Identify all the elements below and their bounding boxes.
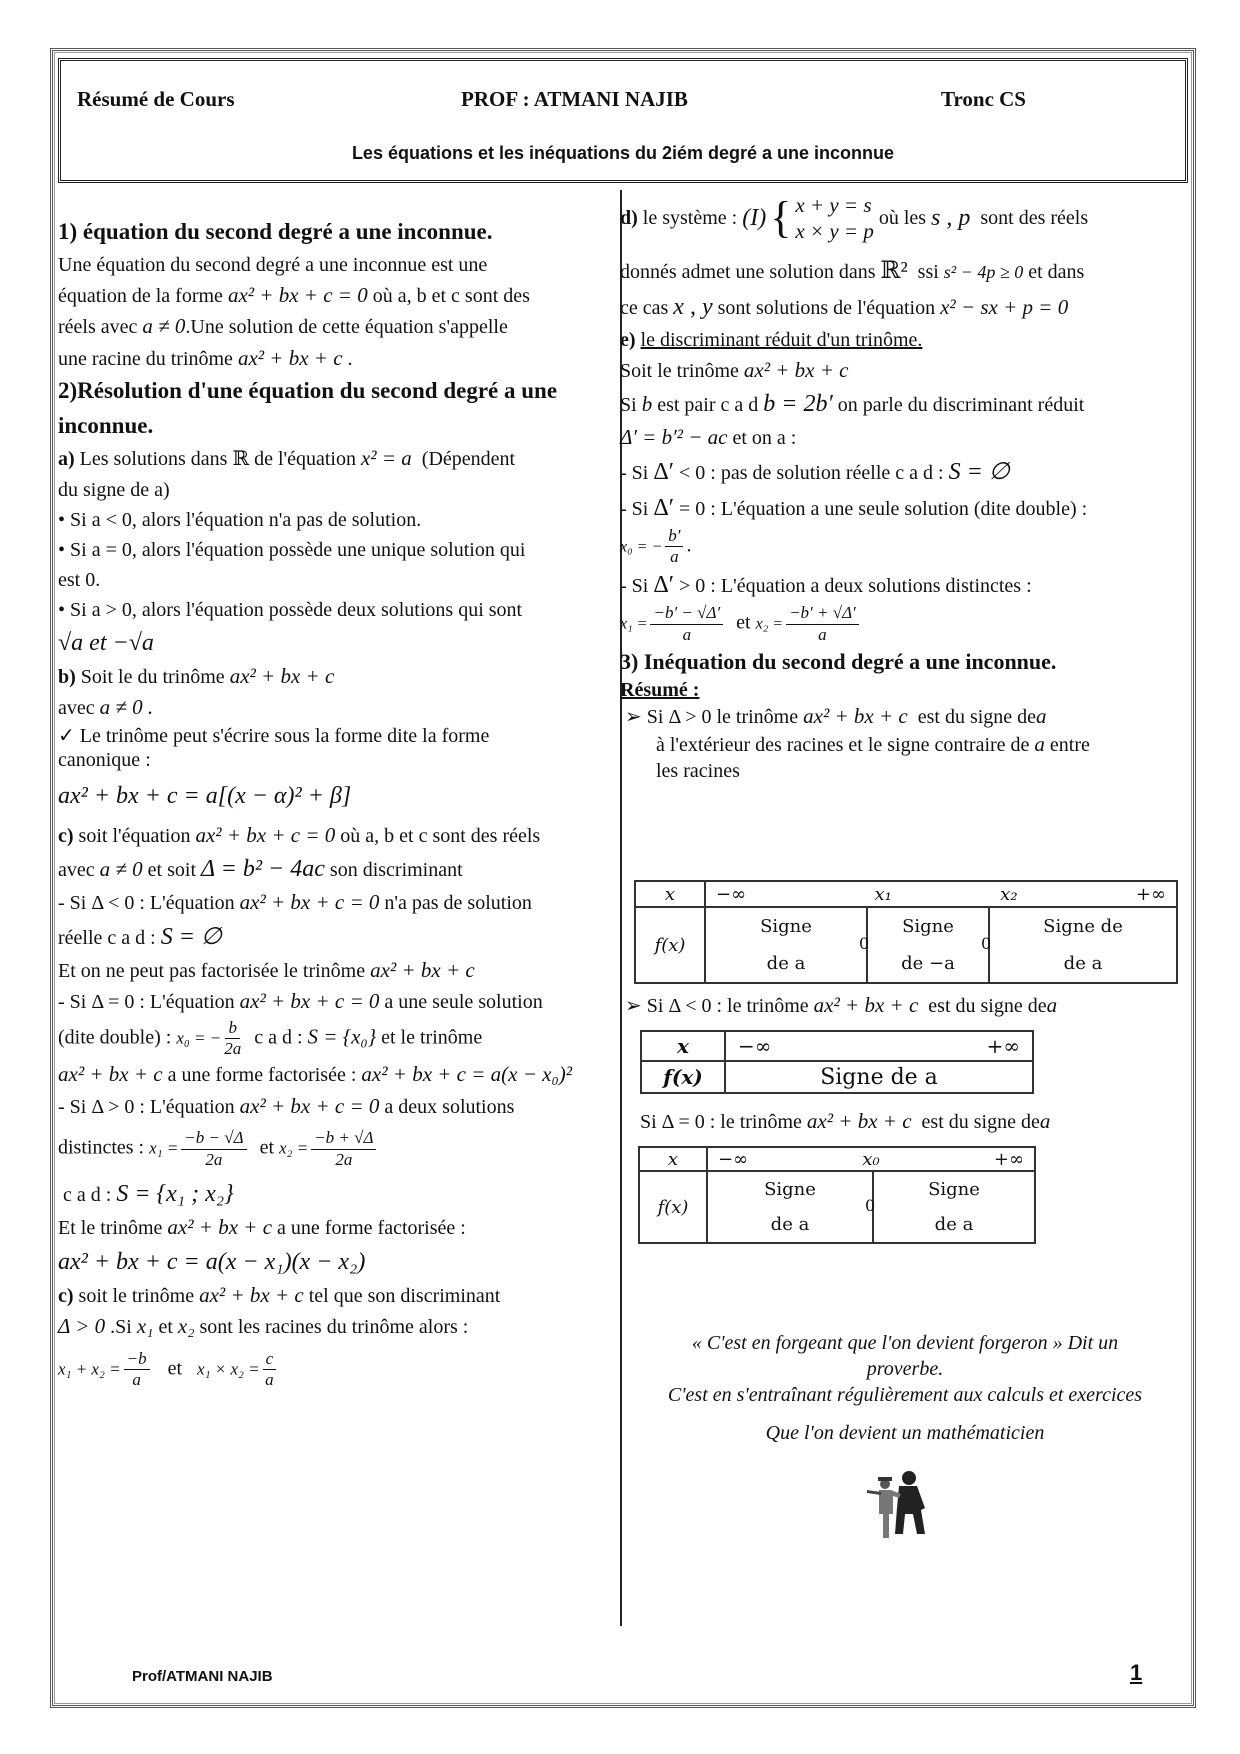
formula: Δ′	[653, 458, 675, 485]
table-header-values	[707, 1147, 1035, 1171]
text-line	[58, 1091, 614, 1123]
formula-line	[58, 778, 614, 814]
formula: (I)	[742, 205, 767, 232]
formula: Δ′	[653, 494, 675, 521]
table-header-x: x	[639, 1147, 707, 1171]
header-prof: PROF : ATMANI NAJIB	[461, 87, 688, 111]
text: et	[736, 611, 751, 634]
label: c)	[58, 1284, 74, 1307]
text: - Si Δ < 0 : L'équation	[58, 892, 235, 914]
text-line	[58, 1128, 614, 1170]
text: et on a :	[732, 427, 797, 449]
formula: x₁ + x₂ =	[58, 1359, 121, 1379]
formula: ax² + bx + c = 0	[227, 282, 368, 307]
fraction	[124, 1349, 150, 1391]
formula: b	[641, 392, 653, 416]
formula: ax² + bx + c	[167, 1215, 273, 1240]
text-line	[620, 490, 1190, 526]
text: Si a < 0, alors l'équation n'a pas de solution.	[70, 508, 422, 531]
text: équation de la forme	[58, 284, 223, 307]
check-line: ✓ Le trinôme peut s'écrire sous la forme dite la forme	[58, 724, 490, 747]
label: b)	[58, 665, 76, 688]
text: sont les racines du trinôme alors :	[199, 1316, 469, 1339]
text: où a, b et c sont des	[372, 284, 530, 307]
text: réelle c a d :	[58, 926, 156, 949]
denominator: a	[682, 624, 692, 644]
table-fx: f(x)	[639, 1171, 707, 1243]
denominator: 2a	[224, 1038, 242, 1058]
section-1-title: 1) équation du second degré a une inconnue.	[58, 219, 493, 244]
table-fx: f(x)	[641, 1061, 725, 1093]
text: à l'extérieur des racines et le signe contraire de	[656, 734, 1030, 757]
system	[795, 192, 873, 245]
sign-text: Signe de	[1043, 916, 1123, 937]
values-row	[718, 1149, 1024, 1170]
formula: S = ∅	[948, 458, 1010, 485]
numerator: −b′ − √Δ′	[650, 603, 723, 624]
numerator: −b	[124, 1349, 150, 1370]
sign-text: de a	[1063, 953, 1103, 974]
text: sont solutions de l'équation	[717, 296, 936, 319]
text: .Une solution de cette équation s'appelle	[185, 316, 508, 338]
text: c a d :	[254, 1025, 303, 1048]
plus-infinity: +∞	[993, 1148, 1024, 1170]
text-line	[620, 386, 1190, 422]
page-number: 1	[1130, 1660, 1143, 1685]
text: (dite double) :	[58, 1025, 172, 1048]
text: Et on ne peut pas factorisée le trinôme	[58, 959, 366, 982]
text: soit le trinôme	[78, 1284, 195, 1307]
text-line	[58, 661, 614, 693]
formula-line: x₀ = − $\frac{b'}{a}$ .	[620, 525, 692, 566]
fraction	[263, 1349, 277, 1391]
text: - Si	[620, 461, 649, 484]
formula: x₁	[136, 1314, 154, 1339]
text: ➢ Si Δ < 0 : le trinôme	[625, 995, 809, 1017]
text: sont des réels	[980, 207, 1089, 230]
sign-table-delta-zero	[638, 1146, 1036, 1244]
factorized-form: ax² + bx + c = a(x − x₁)(x − x₂)	[58, 1248, 366, 1275]
formula: ax² + bx + c	[229, 663, 335, 688]
values-row	[738, 1034, 1020, 1058]
denominator: a	[265, 1369, 274, 1389]
header-left: Résumé de Cours	[77, 87, 235, 111]
text-line	[58, 692, 614, 724]
sign-cell	[708, 1172, 874, 1242]
text-line	[58, 820, 614, 852]
sign-row	[707, 1171, 1035, 1243]
section-3-title: 3) Inéquation du second degré a une inconnue.	[620, 649, 1057, 675]
formula: x₁ =	[149, 1138, 179, 1158]
text: Si	[620, 394, 637, 416]
text-line: est 0.	[58, 568, 101, 591]
table-header-values	[725, 1031, 1033, 1061]
text: a une forme factorisée :	[167, 1064, 357, 1087]
minus-infinity: −∞	[718, 1148, 749, 1170]
text: a deux solutions	[384, 1095, 515, 1118]
formula: ax² + bx + c = 0	[195, 822, 336, 847]
quote-line: C'est en s'entraînant régulièrement aux calculs et exercices	[667, 1384, 1143, 1406]
quote-line: proverbe.	[866, 1358, 944, 1380]
zero: 0	[981, 934, 992, 953]
denominator: a	[132, 1369, 141, 1389]
bullet-line	[620, 990, 1190, 1022]
footer-author: Prof/ATMANI NAJIB	[132, 1668, 273, 1685]
text: - Si Δ = 0 : L'équation	[58, 991, 235, 1013]
section-2-title: 2)Résolution d'une équation du second degré a une	[58, 378, 558, 403]
text: Si Δ = 0 : le trinôme	[640, 1111, 802, 1133]
text: on parle du discriminant réduit	[837, 394, 1085, 416]
text-line: canonique :	[58, 748, 151, 771]
bullet-line	[620, 702, 1190, 731]
formula: ax² + bx + c	[58, 1062, 163, 1087]
sign-text: Signe	[928, 1179, 980, 1200]
formula: ax² + bx + c = 0	[239, 1093, 380, 1118]
formula: a ≠ 0	[142, 314, 186, 338]
table-header-x: x	[635, 881, 705, 907]
text-line: Une équation du second degré a une inconnue est une	[58, 253, 488, 276]
fraction	[786, 603, 859, 645]
text: entre	[1049, 734, 1090, 757]
formula: ax² + bx + c = a(x − x₀)²	[361, 1062, 573, 1087]
text: ssi	[917, 260, 939, 283]
formula: S = ∅	[160, 923, 222, 950]
bullet-line: • Si a > 0, alors l'équation possède deux solutions qui sont	[58, 598, 523, 621]
text-line	[58, 443, 614, 475]
sign-cell	[865, 1172, 1034, 1242]
text: soit l'équation	[78, 824, 191, 847]
text: et	[259, 1136, 274, 1159]
quote-line: « C'est en forgeant que l'on devient forgeron » Dit un	[691, 1332, 1119, 1354]
sign-text: de a	[766, 953, 806, 974]
plus-infinity: +∞	[986, 1034, 1020, 1058]
text-line	[58, 851, 614, 887]
formula: ax² + bx + c	[237, 345, 343, 370]
numerator: b	[225, 1018, 240, 1039]
sign-row	[705, 907, 1177, 983]
formula: x₂ =	[279, 1138, 309, 1158]
bullet-line	[640, 1106, 1190, 1138]
fraction	[224, 1018, 241, 1060]
text: où les	[878, 207, 927, 230]
right-column	[620, 192, 1190, 784]
text: et le trinôme	[381, 1025, 483, 1048]
formula: a	[1036, 704, 1047, 729]
text-line	[58, 1018, 614, 1060]
formula: x₁ × x₂ =	[197, 1359, 260, 1379]
text: où a, b et c sont des réels	[340, 824, 541, 847]
table-fx: f(x)	[635, 907, 705, 983]
text-line	[58, 311, 614, 343]
text: est du signe de	[928, 995, 1047, 1017]
formula: ax² + bx + c	[199, 1282, 304, 1307]
text-line	[58, 986, 614, 1018]
text: Si a = 0, alors l'équation possède une unique solution qui	[70, 538, 526, 561]
text-line	[58, 919, 614, 955]
text-line	[58, 1349, 614, 1391]
root-x0: x₀	[862, 1148, 880, 1170]
text: Les solutions dans ℝ de l'équation	[79, 448, 356, 470]
text-line	[620, 289, 1190, 325]
fraction	[650, 603, 723, 645]
fraction	[181, 1128, 246, 1170]
fraction	[665, 526, 683, 568]
text: est du signe de	[921, 1111, 1040, 1133]
formula: Δ > 0	[58, 1314, 106, 1339]
denominator: a	[670, 546, 679, 566]
subsection-title: le discriminant réduit d'un trinôme.	[640, 328, 923, 351]
formula: ax² + bx + c	[743, 357, 849, 382]
quote-line: Que l'on devient un mathématicien	[765, 1422, 1045, 1444]
label: c)	[58, 824, 74, 847]
bullet-line: • Si a = 0, alors l'équation possède une unique solution qui	[58, 538, 526, 561]
text: c a d :	[63, 1184, 112, 1207]
sign-text: Signe	[760, 916, 812, 937]
formula: x₁ =	[620, 615, 648, 633]
text-line	[58, 955, 614, 987]
text-line	[620, 567, 1190, 603]
formula: x₀ = −	[176, 1027, 222, 1047]
formula: s² − 4p ≥ 0	[943, 261, 1024, 282]
formula: S = {x₁ ; x₂}	[116, 1181, 234, 1208]
fraction	[311, 1128, 376, 1170]
text: avec	[58, 859, 95, 881]
text: une racine du trinôme	[58, 347, 233, 370]
table-header-values	[705, 881, 1177, 907]
canonical-form: ax² + bx + c = a[(x − α)² + β]	[58, 782, 352, 809]
text-line: les racines	[656, 760, 740, 783]
text: et	[158, 1316, 173, 1339]
text: - Si	[620, 575, 649, 598]
text: = 0 : L'équation a une seule solution (dite double) :	[679, 497, 1088, 520]
text: .Si	[110, 1316, 132, 1339]
numerator: b′	[665, 526, 683, 547]
formula: x² − sx + p = 0	[940, 294, 1069, 319]
header-level: Tronc CS	[941, 87, 1026, 111]
text-line	[58, 1059, 614, 1091]
text: Soit le trinôme	[620, 359, 739, 382]
formula: a	[1034, 732, 1045, 757]
formula: a ≠ 0 .	[99, 695, 154, 719]
text: Et le trinôme	[58, 1217, 163, 1240]
text-line	[58, 1280, 614, 1312]
section-2-title-cont: inconnue.	[58, 412, 154, 438]
bullet-delta-negative	[620, 990, 1190, 1022]
formula: ax² + bx + c = 0	[239, 989, 380, 1013]
table-header-x: x	[641, 1031, 725, 1061]
formula: x₀ = −	[620, 537, 663, 555]
text: < 0 : pas de solution réelle c a d :	[679, 461, 944, 484]
text: et	[167, 1357, 183, 1380]
text-line	[620, 454, 1190, 490]
root-x2: x₂	[1000, 883, 1018, 905]
formula: a	[1039, 1109, 1051, 1133]
formula-line	[620, 603, 1190, 645]
sign-cell	[859, 908, 990, 982]
denominator: a	[818, 624, 827, 644]
text: et soit	[147, 859, 197, 881]
system-line	[620, 192, 1190, 245]
formula: ax² + bx + c	[803, 704, 908, 729]
text-line	[58, 1176, 614, 1212]
formula: S = {x₀}	[307, 1023, 377, 1048]
numerator: c	[263, 1349, 277, 1370]
formula: Δ′	[653, 572, 675, 599]
text-line	[58, 1311, 614, 1343]
sign-cell: Signe de a	[725, 1061, 1033, 1093]
text: ce cas	[620, 296, 669, 319]
text-line	[620, 253, 1190, 289]
text-line	[620, 325, 1190, 355]
sign-text: de −a	[901, 953, 955, 974]
sign-cells	[708, 1172, 1034, 1242]
text-line	[620, 731, 1190, 758]
formula-line	[58, 1244, 614, 1280]
values-row	[716, 884, 1166, 905]
text: son discriminant	[329, 859, 463, 881]
label: e)	[620, 328, 636, 351]
sign-text: Signe	[902, 916, 954, 937]
zero: 0	[865, 1196, 876, 1215]
text: le système :	[642, 207, 738, 230]
text: (Dépendent	[421, 448, 516, 470]
bullet-line: • Si a < 0, alors l'équation n'a pas de solution.	[58, 508, 422, 531]
formula: ℝ²	[880, 257, 908, 284]
text: est du signe de	[917, 706, 1037, 729]
formula: a ≠ 0	[99, 857, 143, 881]
text-line: du signe de a)	[58, 478, 170, 501]
formula: ax² + bx + c	[370, 957, 475, 982]
brace-icon: {	[770, 193, 792, 243]
equation: x × y = p	[795, 219, 874, 244]
text: > 0 : L'équation a deux solutions distinctes :	[679, 575, 1032, 598]
text: donnés admet une solution dans	[620, 260, 876, 283]
text: tel que son discriminant	[308, 1284, 501, 1307]
formula: x² = a	[360, 446, 412, 470]
plus-infinity: +∞	[1135, 883, 1166, 905]
left-column	[58, 215, 614, 1390]
discriminant-formula: Δ = b² − 4ac	[201, 856, 325, 882]
sign-cell	[706, 908, 868, 982]
minus-infinity: −∞	[738, 1034, 772, 1058]
text-line	[620, 422, 1190, 454]
summary-label: Résumé :	[620, 679, 700, 702]
denominator: 2a	[335, 1149, 353, 1169]
header	[58, 58, 1188, 183]
formula: ax² + bx + c = 0	[239, 890, 380, 914]
text: - Si	[620, 497, 649, 520]
zero: 0	[859, 934, 870, 953]
equation: x + y = s	[795, 193, 872, 217]
text-line	[620, 355, 1190, 387]
text: est pair c a d	[657, 394, 759, 416]
text-line	[58, 280, 614, 312]
bullet-delta-zero	[640, 1106, 1190, 1138]
text: avec	[58, 697, 95, 719]
formula: b = 2b′	[763, 391, 833, 417]
text: ➢ Si Δ > 0 le trinôme	[625, 706, 799, 729]
text: Soit le du trinôme	[80, 665, 225, 688]
text: n'a pas de solution	[384, 892, 532, 914]
sign-text: Signe	[764, 1179, 816, 1200]
text: réels avec	[58, 316, 138, 338]
sign-table-delta-positive	[634, 880, 1178, 984]
sign-text: de a	[934, 1214, 974, 1235]
root-x1: x₁	[874, 883, 892, 905]
text: et dans	[1028, 260, 1085, 283]
header-title: Les équations et les inéquations du 2iém degré a une inconnue	[351, 143, 895, 163]
formula: a	[1046, 993, 1058, 1017]
text: a une forme factorisée :	[277, 1217, 466, 1240]
sign-table-delta-negative	[640, 1030, 1034, 1094]
formula: s , p	[931, 205, 971, 232]
formula: x , y	[673, 293, 713, 320]
formula: Δ′ = b′² − ac	[620, 425, 728, 449]
minus-infinity: −∞	[716, 883, 747, 905]
formula: √a et −√a	[58, 629, 154, 656]
proverb-quote	[620, 1330, 1190, 1446]
numerator: −b − √Δ	[181, 1128, 246, 1149]
sign-cell	[981, 908, 1176, 982]
label: a)	[58, 448, 75, 470]
formula: ax² + bx + c	[806, 1109, 912, 1133]
text: - Si Δ > 0 : L'équation	[58, 1095, 235, 1118]
formula: ax² + bx + c	[813, 993, 919, 1017]
label: d)	[620, 207, 638, 230]
formula: x₂ =	[755, 615, 784, 633]
formula: x₂	[177, 1314, 195, 1339]
denominator: 2a	[205, 1149, 223, 1169]
text-line: une racine du trinôme ax² + bx + c .	[58, 345, 353, 370]
numerator: −b′ + √Δ′	[786, 603, 859, 624]
text: a une seule solution	[384, 991, 543, 1013]
teacher-child-illustration	[865, 1468, 929, 1540]
sign-text: de a	[770, 1214, 810, 1235]
text: Si a > 0, alors l'équation possède deux solutions qui sont	[70, 598, 523, 621]
text-line	[58, 1212, 614, 1244]
text-line	[58, 887, 614, 919]
numerator: −b + √Δ	[311, 1128, 376, 1149]
sign-cells	[706, 908, 1176, 982]
text: distinctes :	[58, 1136, 145, 1159]
formula-line	[58, 625, 614, 661]
